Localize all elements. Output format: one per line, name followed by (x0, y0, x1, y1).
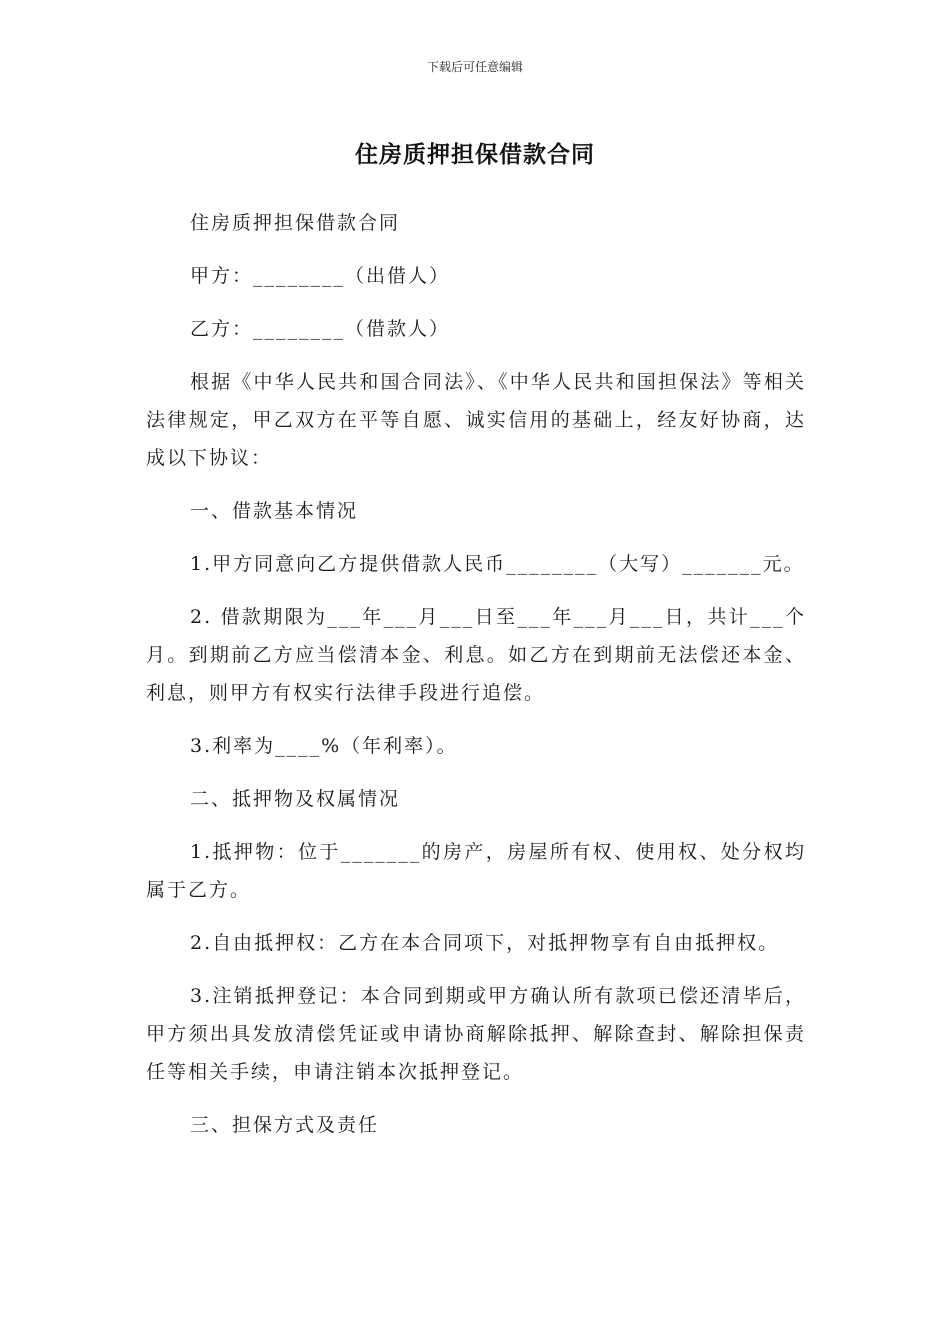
document-body (146, 204, 806, 1159)
paragraph-contract-name: 住房质押担保借款合同 (190, 212, 401, 234)
clause-interest-rate: 3.利率为____%（年利率）。 (190, 735, 458, 757)
clause-loan-amount: 1.甲方同意向乙方提供借款人民币________（大写）_______元。 (190, 553, 805, 575)
section-heading-loan: 一、借款基本情况 (190, 500, 359, 522)
paragraph-party-a: 甲方：________（出借人） (190, 265, 451, 287)
clause-free-mortgage-right: 2.自由抵押权：乙方在本合同项下，对抵押物享有自由抵押权。 (190, 932, 780, 954)
header-note: 下载后可任意编辑 (426, 60, 523, 74)
paragraph-party-b: 乙方：________（借款人） (190, 318, 451, 340)
paragraph-preamble: 根据《中华人民共和国合同法》、《中华人民共和国担保法》等相关法律规定，甲乙双方在平等自愿、诚实信用的基础上，经友好协商，达成以下协议： (146, 371, 806, 469)
document-title: 住房质押担保借款合同 (355, 142, 595, 168)
clause-cancel-registration: 3.注销抵押登记：本合同到期或甲方确认所有款项已偿还清毕后，甲方须出具发放清偿凭证或申请协商解除抵押、解除查封、解除担保责任等相关手续，申请注销本次抵押登记。 (146, 985, 806, 1083)
section-heading-guarantee: 三、担保方式及责任 (190, 1114, 380, 1136)
clause-collateral-property: 1.抵押物：位于_______的房产，房屋所有权、使用权、处分权均属于乙方。 (146, 841, 806, 901)
clause-loan-term: 2. 借款期限为___年___月___日至___年___月___日，共计___个月。到期前乙方应当偿清本金、利息。如乙方在到期前无法偿还本金、利息，则甲方有权实行法律手段进行追偿。 (146, 606, 806, 704)
section-heading-collateral: 二、抵押物及权属情况 (190, 788, 401, 810)
